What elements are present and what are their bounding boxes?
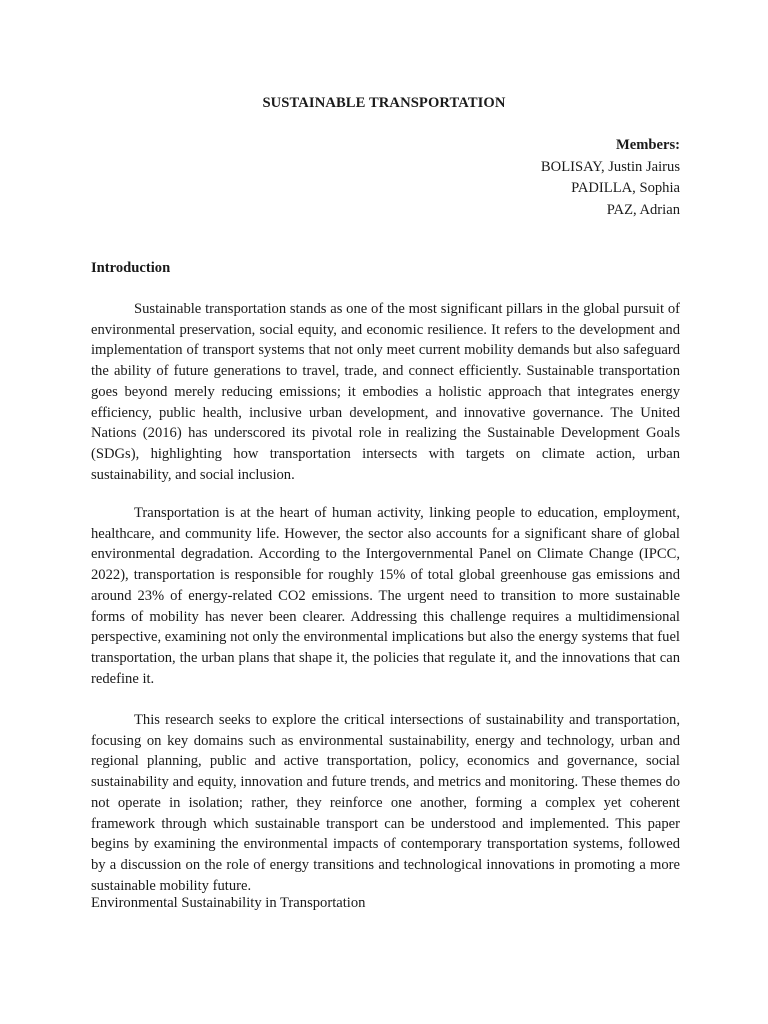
body-paragraph: Sustainable transportation stands as one of the most significant pillars in the global pursuit of environmental preservation, social equity, and economic resilience. It refers to the development and implementation of transport systems that not only meet current mobility demands but also safeguard the ability of future generations to travel, trade, and connect efficiently. Sustainable transportation goes beyond merely reducing emissions; it embodies a holistic approach that integrates energy efficiency, public health, inclusive urban development, and innovative governance. The United Nations (2016) has underscored its pivotal role in realizing the Sustainable Development Goals (SDGs), highlighting how transportation intersects with targets on climate action, urban sustainability, and social inclusion. <box>91 301 680 483</box>
document-title: SUSTAINABLE TRANSPORTATION <box>262 95 506 111</box>
section-heading: Environmental Sustainability in Transportation <box>91 895 366 911</box>
members-block <box>541 135 680 221</box>
body-paragraph: This research seeks to explore the critical intersections of sustainability and transportation, focusing on key domains such as environmental sustainability, energy and technology, urban and regional planning, public and active transportation, policy, economics and governance, social sustainability and equity, innovation and future trends, and metrics and monitoring. These themes do not operate in isolation; rather, they reinforce one another, forming a complex yet coherent framework through which sustainable transport can be understood and implemented. This paper begins by examining the environmental impacts of contemporary transportation systems, followed by a discussion on the role of energy transitions and technological innovations in promoting a more sustainable mobility future. <box>91 712 680 894</box>
members-label: Members: <box>615 137 680 153</box>
member-name: BOLISAY, Justin Jairus <box>540 158 680 175</box>
member-name: PAZ, Adrian <box>606 201 680 218</box>
member-name: PADILLA, Sophia <box>571 180 680 196</box>
body-paragraph: Transportation is at the heart of human activity, linking people to education, employment, healthcare, and community life. However, the sector also accounts for a significant share of global environmental degradation. According to the Intergovernmental Panel on Climate Change (IPCC, 2022), transportation is responsible for roughly 15% of total global greenhouse gas emissions and around 23% of energy-related CO2 emissions. The urgent need to transition to more sustainable forms of mobility has never been clearer. Addressing this challenge requires a multidimensional perspective, examining not only the environmental implications but also the energy systems that fuel transportation, the urban plans that shape it, the policies that regulate it, and the innovations that can redefine it. <box>91 505 680 687</box>
introduction-heading: Introduction <box>91 260 171 276</box>
